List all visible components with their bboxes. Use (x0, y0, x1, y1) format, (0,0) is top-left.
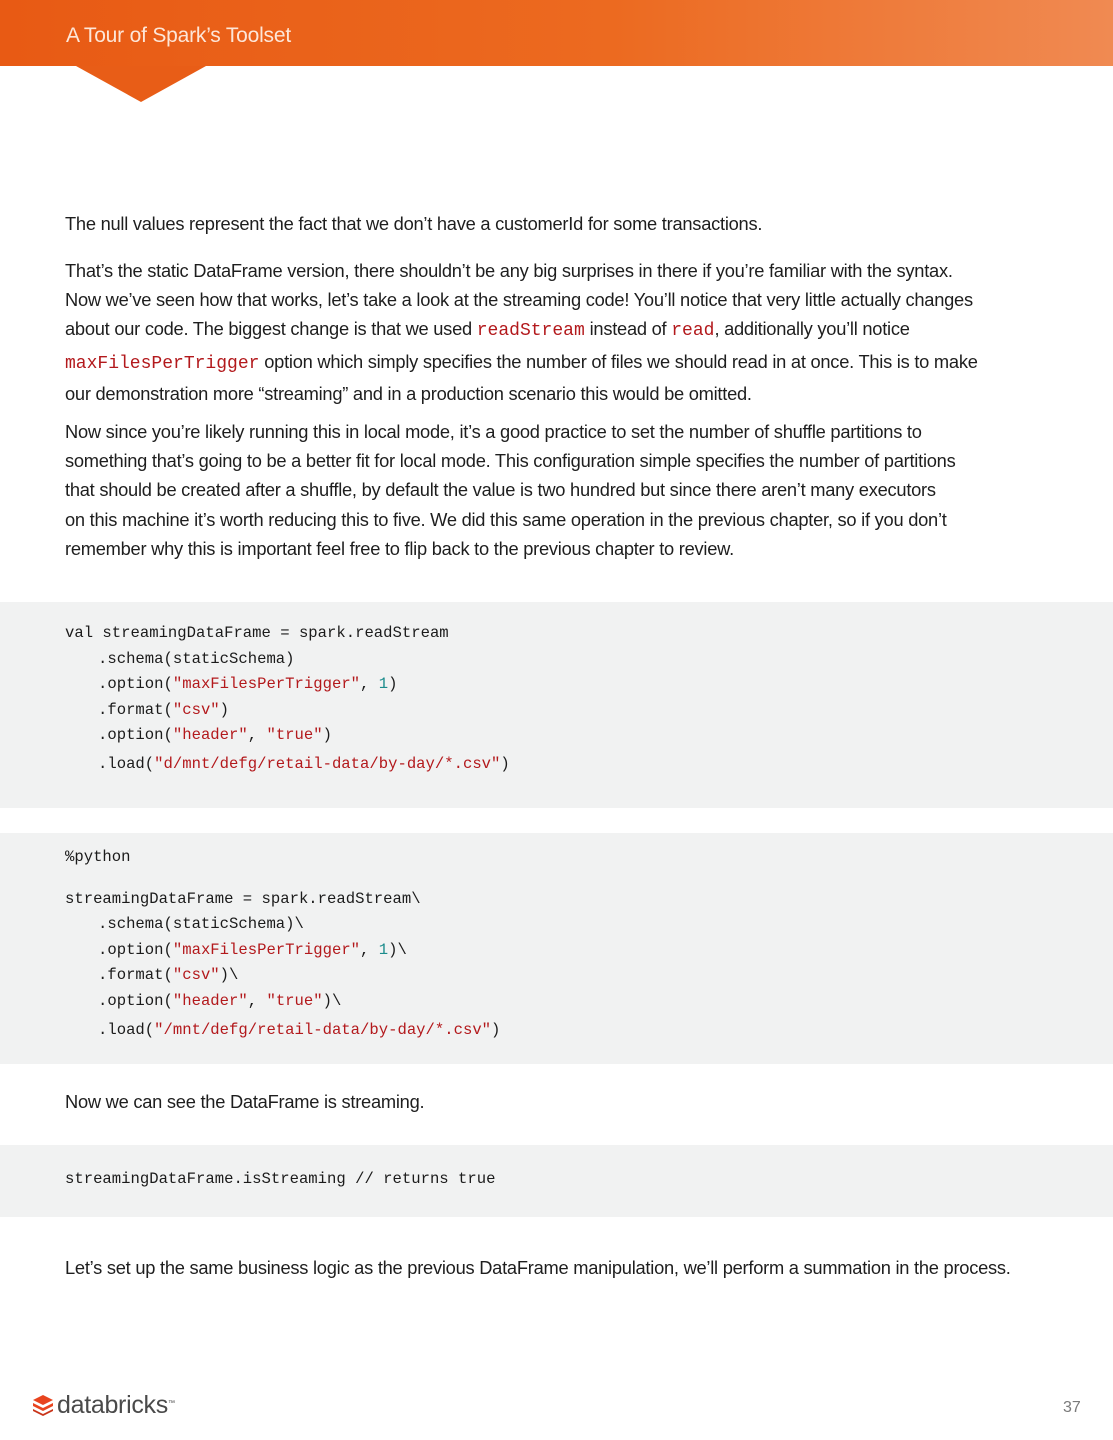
code-line (98, 992, 341, 1010)
code-token: ) (500, 755, 510, 773)
code-block-isstreaming (0, 1145, 1113, 1217)
code-line (98, 941, 407, 959)
inline-code-maxfilespertrigger: maxFilesPerTrigger (65, 353, 260, 374)
header-title: A Tour of Spark’s Toolset (66, 24, 291, 47)
code-string: "maxFilesPerTrigger" (172, 941, 361, 959)
code-string: "header" (172, 726, 248, 744)
inline-code-read: read (671, 321, 715, 342)
databricks-stack-icon (32, 1394, 54, 1416)
code-line (98, 1021, 500, 1039)
inline-code-readstream: readStream (476, 321, 585, 342)
code-string: "true" (266, 992, 323, 1010)
paragraph-is-streaming: Now we can see the DataFrame is streaming. (65, 1091, 425, 1112)
text-span: , additionally you’ll notice (714, 318, 910, 340)
code-token: )\ (219, 966, 239, 984)
code-string: "d/mnt/defg/retail-data/by-day/*.csv" (154, 755, 501, 773)
paragraph-line: That’s the static DataFrame version, there shouldn’t be any big surprises in there if you’re familiar with the syntax. (65, 260, 953, 281)
code-token: .format( (98, 701, 173, 719)
code-line: .schema(staticSchema) (98, 650, 295, 668)
code-string: "csv" (172, 701, 220, 719)
code-token: )\ (322, 992, 342, 1010)
code-line (98, 701, 229, 719)
code-string: "header" (172, 992, 248, 1010)
paragraph-line (65, 347, 1055, 379)
code-line: streamingDataFrame.isStreaming // returns true (65, 1170, 496, 1188)
code-token: .format( (98, 966, 173, 984)
code-line (98, 675, 397, 693)
code-token: , (360, 675, 379, 693)
logo-wordmark: databricks (57, 1390, 168, 1419)
page-number: 37 (1063, 1399, 1081, 1416)
code-number: 1 (378, 941, 389, 959)
code-string: "/mnt/defg/retail-data/by-day/*.csv" (154, 1021, 492, 1039)
code-token: ) (322, 726, 332, 744)
code-token: ) (219, 701, 230, 719)
code-token: , (360, 941, 379, 959)
paragraph-line (65, 314, 1055, 346)
code-string: "csv" (172, 966, 220, 984)
code-token: .option( (98, 726, 173, 744)
paragraph-shuffle-partitions (65, 417, 1055, 563)
code-token: )\ (388, 941, 407, 959)
text-span: option which simply specifies the number of files we should read in at once. This is to make (259, 350, 978, 372)
code-block-scala (0, 602, 1113, 808)
code-token: .option( (98, 675, 173, 693)
code-token: .option( (98, 941, 173, 959)
code-token: .option( (98, 992, 173, 1010)
paragraph-line: something that’s going to be a better fit for local mode. This configuration simple specifies the number of partitions (65, 450, 956, 472)
paragraph-line: remember why this is important feel free to flip back to the previous chapter to review. (65, 537, 734, 559)
code-number: 1 (378, 675, 389, 693)
text-span: instead of (584, 318, 672, 340)
paragraph-line: that should be created after a shuffle, by default the value is two hundred but since there aren’t many executors (65, 479, 936, 501)
code-block-python (0, 833, 1113, 1064)
code-token: ) (491, 1021, 501, 1039)
paragraph-null-values: The null values represent the fact that we don’t have a customerId for some transactions. (65, 213, 763, 234)
code-string: "true" (266, 726, 323, 744)
text-span: about our code. The biggest change is that we used (65, 318, 477, 340)
code-token: ) (388, 675, 398, 693)
code-token: , (247, 992, 267, 1010)
code-token: , (247, 726, 267, 744)
code-line: streamingDataFrame = spark.readStream\ (65, 890, 421, 908)
code-token: .load( (98, 755, 155, 773)
header-banner (0, 0, 1113, 66)
paragraph-line: our demonstration more “streaming” and in a production scenario this would be omitted. (65, 382, 752, 404)
code-line: %python (65, 848, 131, 866)
code-line: val streamingDataFrame = spark.readStream (65, 624, 449, 642)
paragraph-line: Now since you’re likely running this in local mode, it’s a good practice to set the number of shuffle partitions to (65, 421, 922, 442)
paragraph-line: on this machine it’s worth reducing this to five. We did this same operation in the previous chapter, so if you don’t (65, 508, 947, 530)
header-tab-pointer (76, 66, 206, 102)
code-line (98, 966, 238, 984)
databricks-logo (32, 1392, 175, 1418)
logo-trademark: ™ (167, 1400, 175, 1407)
paragraph-line: Now we’ve seen how that works, let’s take a look at the streaming code! You’ll notice that very little actually changes (65, 289, 973, 311)
code-line (98, 755, 510, 773)
code-token: .load( (98, 1021, 155, 1039)
code-line (98, 726, 332, 744)
code-string: "maxFilesPerTrigger" (172, 675, 361, 693)
code-line: .schema(staticSchema)\ (98, 915, 304, 933)
paragraph-static-vs-streaming (65, 256, 1055, 408)
paragraph-business-logic: Let’s set up the same business logic as the previous DataFrame manipulation, we’ll perform a summation in the process. (65, 1257, 1011, 1278)
